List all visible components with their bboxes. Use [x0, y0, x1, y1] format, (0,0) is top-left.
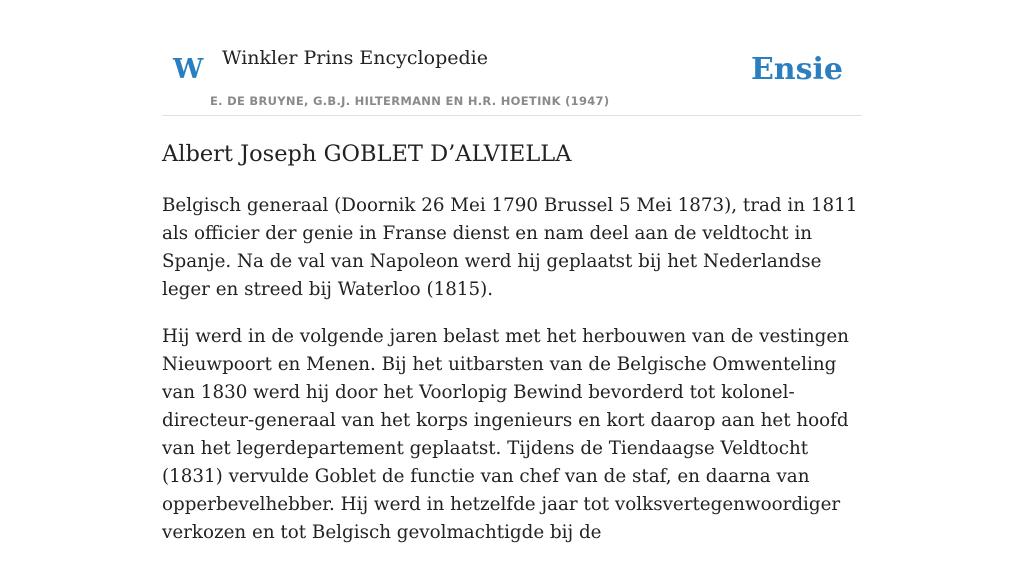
source-title[interactable]: Winkler Prins Encyclopedie — [222, 47, 488, 69]
source-authors: E. DE BRUYNE, G.B.J. HILTERMANN EN H.R. HOETINK (1947) — [210, 94, 610, 108]
article-paragraph-1: Belgisch generaal (Doornik 26 Mei 1790 Brussel 5 Mei 1873), trad in 1811 als officier der genie in Franse dienst en nam deel aan de veldtocht in Spanje. Na de val van Napoleon werd hij geplaatst bij het Nederlandse leger en streed bij Waterloo (1815). — [162, 195, 858, 300]
ensie-logo[interactable]: Ensie — [750, 52, 843, 87]
winkler-prins-logo[interactable]: W — [173, 54, 204, 85]
article-paragraph-2: Hij werd in de volgende jaren belast met het herbouwen van de vestingen Nieuwpoort en Menen. Bij het uitbarsten van de Belgische Omwenteling van 1830 werd hij door het Voorlopig Bewind bevorderd tot kolonel-directeur-generaal van het korps ingenieurs en kort daarop aan het hoofd van het legerdepartement geplaatst. Tijdens de Tiendaagse Veldtocht (1831) vervulde Goblet de functie van chef van de staf, en daarna van opperbevelhebber. Hij werd in hetzelfde jaar tot volksvertegenwoordiger verkozen en tot Belgisch gevolmachtigde bij de — [162, 326, 849, 543]
article-title: Albert Joseph GOBLET D’ALVIELLA — [162, 141, 572, 167]
page-header — [162, 0, 862, 116]
article-body — [162, 192, 867, 566]
